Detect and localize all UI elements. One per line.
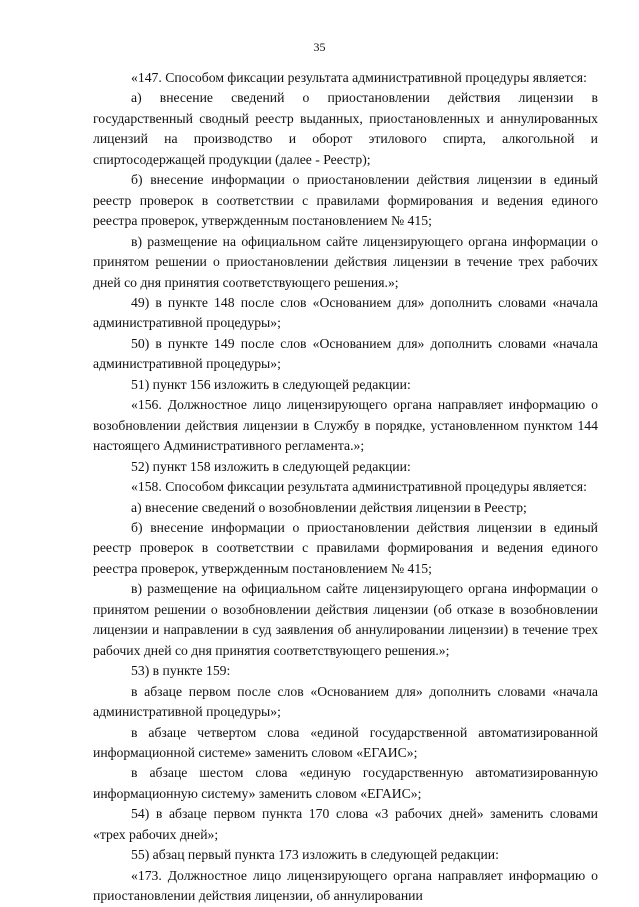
paragraph: в абзаце четвертом слова «единой государственной автоматизированной информационной системе» заменить словом «ЕГАИС»; <box>93 724 598 760</box>
paragraph: в) размещение на официальном сайте лицензирующего органа информации о принятом решении о возобновлении действия лицензии (об отказе в возобновлении лицензии и направлении в суд заявления об аннулировании лицензии) в течение трех рабочих дней со дня принятия соответствующего решения.»; <box>93 581 598 658</box>
paragraph: «173. Должностное лицо лицензирующего органа направляет информацию о приостановлении действия лицензии, об аннулировании <box>93 867 598 904</box>
paragraph: а) внесение сведений о возобновлении действия лицензии в Реестр; <box>131 499 527 515</box>
paragraph: 55) абзац первый пункта 173 изложить в следующей редакции: <box>131 847 499 863</box>
page-number: 35 <box>313 40 326 54</box>
paragraph: «158. Способом фиксации результата административной процедуры является: <box>131 479 587 495</box>
paragraph: в) размещение на официальном сайте лицензирующего органа информации о принятом решении о приостановлении действия лицензии в течение трех рабочих дней со дня принятия соответствующего решения.»; <box>93 233 598 290</box>
paragraph: 53) в пункте 159: <box>131 663 231 679</box>
paragraph: в абзаце шестом слова «единую государственную автоматизированную информационную систему» заменить словом «ЕГАИС»; <box>93 765 598 801</box>
paragraph: а) внесение сведений о приостановлении действия лицензии в государственный сводный реестр выданных, приостановленных и аннулированных лицензий на производство и оборот этилового спирта, алкогольной и спиртосодержащей продукции (далее - Реестр); <box>93 90 598 167</box>
paragraph: «156. Должностное лицо лицензирующего органа направляет информацию о возобновлении действия лицензии в Службу в порядке, установленном пунктом 144 настоящего Административного регламента.»; <box>93 397 598 454</box>
paragraph: 54) в абзаце первом пункта 170 слова «3 рабочих дней» заменить словами «трех рабочих дней»; <box>93 806 598 842</box>
paragraph: б) внесение информации о приостановлении действия лицензии в единый реестр проверок в соответствии с правилами формирования и ведения единого реестра проверок, утвержденным постановлением № 415; <box>93 519 598 576</box>
body-text <box>93 68 598 907</box>
paragraph: 49) в пункте 148 после слов «Основанием для» дополнить словами «начала административной процедуры»; <box>93 294 598 331</box>
paragraph: 50) в пункте 149 после слов «Основанием для» дополнить словами «начала административной процедуры»; <box>93 335 598 372</box>
paragraph: в абзаце первом после слов «Основанием для» дополнить словами «начала административной процедуры»; <box>93 683 598 720</box>
paragraph: 52) пункт 158 изложить в следующей редакции: <box>131 458 411 474</box>
paragraph: «147. Способом фиксации результата административной процедуры является: <box>131 70 587 85</box>
paragraph: б) внесение информации о приостановлении действия лицензии в единый реестр проверок в соответствии с правилами формирования и ведения единого реестра проверок, утвержденным постановлением № 415; <box>93 172 598 229</box>
paragraph: 51) пункт 156 изложить в следующей редакции: <box>131 376 411 392</box>
